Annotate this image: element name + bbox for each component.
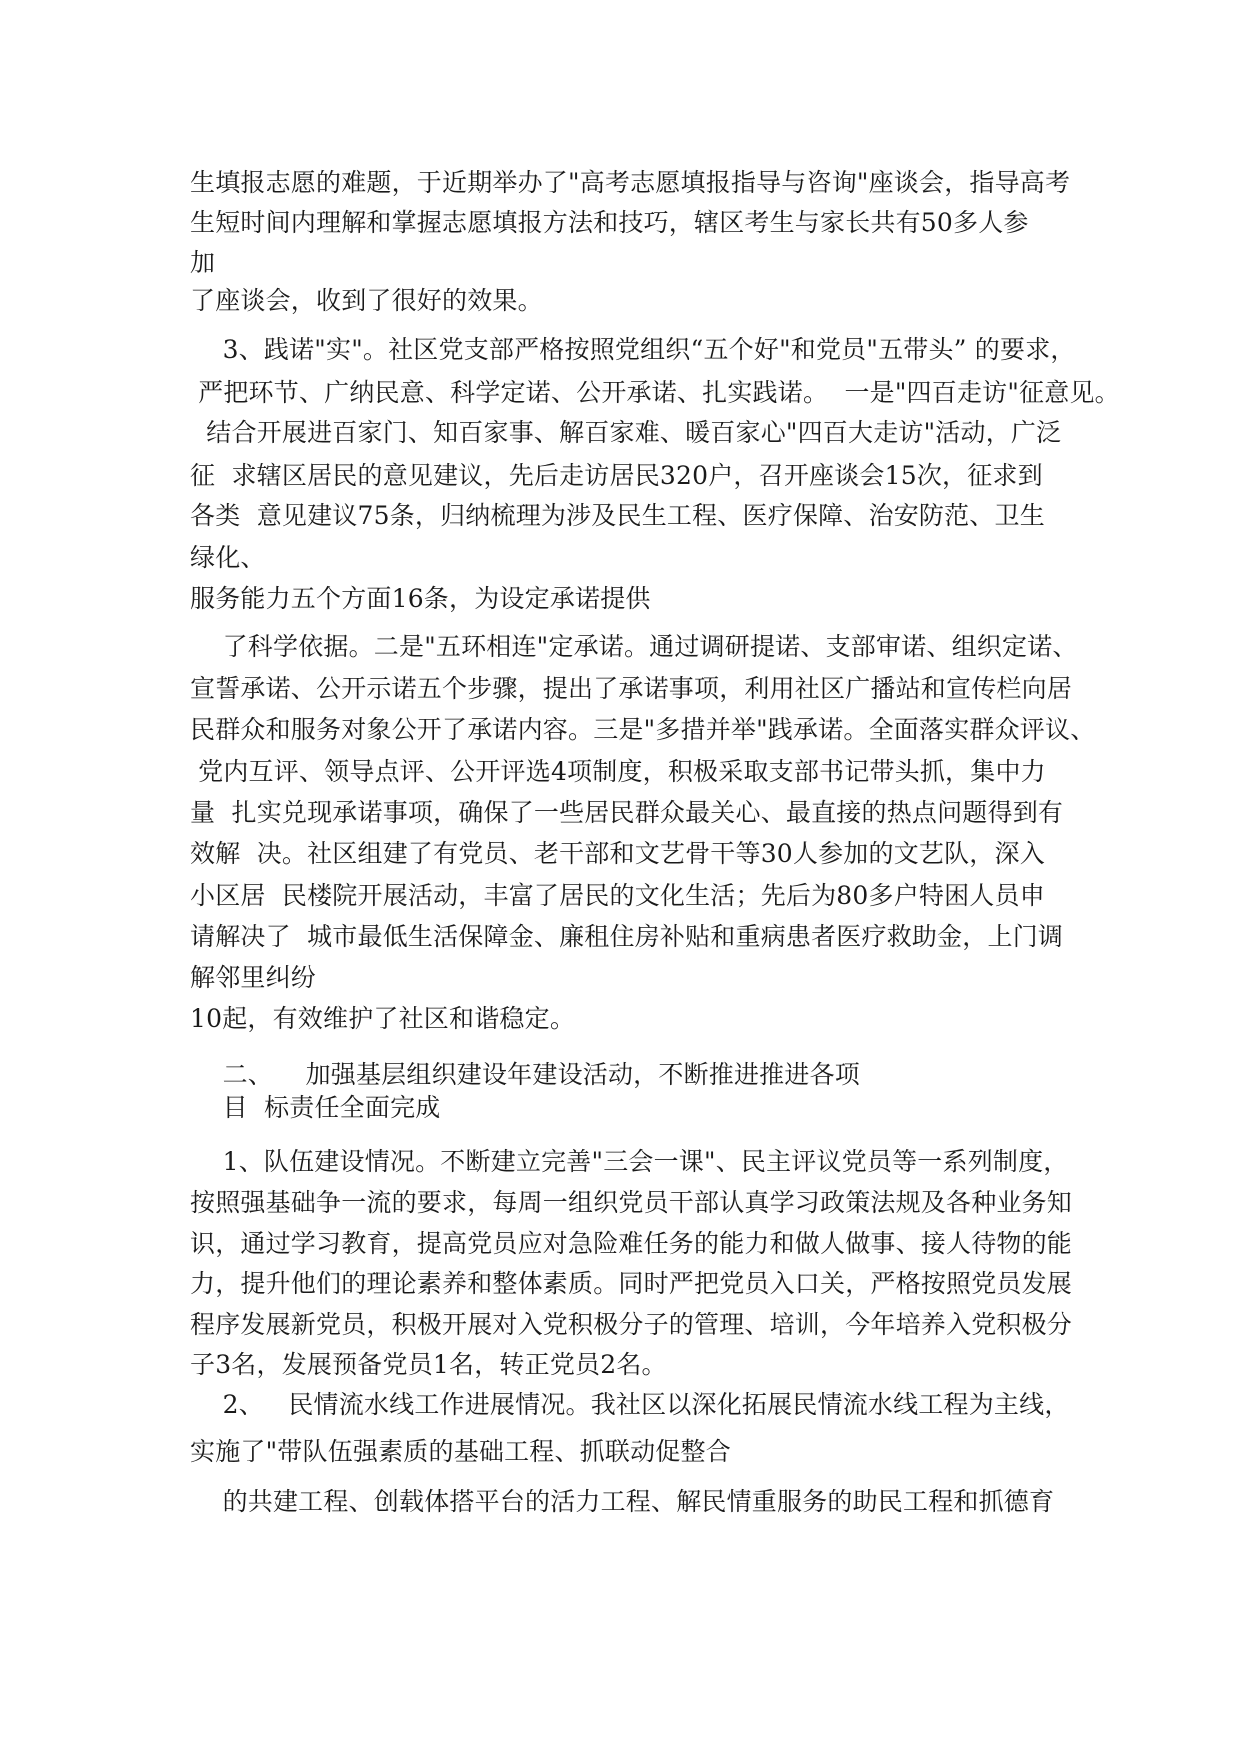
text-line: 各类 意见建议75条，归纳梳理为涉及民生工程、医疗保障、治安防范、卫生 — [190, 501, 1045, 530]
section-heading: 目 标责任全面完成 — [190, 1093, 441, 1122]
text-line: 效解 决。社区组建了有党员、老干部和文艺骨干等30人参加的文艺队，深入 — [190, 839, 1045, 868]
text-line: 程序发展新党员，积极开展对入党积极分子的管理、培训，今年培养入党积极分 — [190, 1310, 1073, 1339]
text-line: 结合开展进百家门、知百家事、解百家难、暖百家心"四百大走访"活动，广泛 — [190, 418, 1062, 447]
text-line: 小区居 民楼院开展活动，丰富了居民的文化生活；先后为80多户特困人员申 — [190, 881, 1045, 910]
text-line: 了座谈会，收到了很好的效果。 — [190, 286, 543, 315]
text-line: 生短时间内理解和掌握志愿填报方法和技巧，辖区考生与家长共有50多人参 — [190, 208, 1029, 237]
text-line: 子3名，发展预备党员1名，转正党员2名。 — [190, 1350, 667, 1379]
text-line: 宣誓承诺、公开示诺五个步骤，提出了承诺事项，利用社区广播站和宣传栏向居 — [190, 674, 1073, 703]
text-line: 解邻里纠纷 — [190, 963, 317, 992]
text-line: 绿化、 — [190, 543, 266, 572]
text-line: 民群众和服务对象公开了承诺内容。三是"多措并举"践承诺。全面落实群众评议、 — [190, 715, 1096, 744]
text-line: 的共建工程、创载体搭平台的活力工程、解民情重服务的助民工程和抓德育 — [190, 1487, 1055, 1516]
text-line: 实施了"带队伍强素质的基础工程、抓联动促整合 — [190, 1437, 731, 1466]
text-line: 征 求辖区居民的意见建议，先后走访居民320户，召开座谈会15次，征求到 — [190, 461, 1043, 490]
text-line: 服务能力五个方面16条，为设定承诺提供 — [190, 584, 651, 613]
text-line: 请解决了 城市最低生活保障金、廉租住房补贴和重病患者医疗救助金，上门调 — [190, 922, 1064, 951]
text-line: 按照强基础争一流的要求，每周一组织党员干部认真学习政策法规及各种业务知 — [190, 1188, 1073, 1217]
text-line: 加 — [190, 248, 216, 277]
text-line: 1、队伍建设情况。不断建立完善"三会一课"、民主评议党员等一系列制度， — [190, 1147, 1069, 1176]
text-line: 3、践诺"实"。社区党支部严格按照党组织“五个好"和党员"五带头” 的要求， — [190, 335, 1076, 364]
text-line: 力，提升他们的理论素养和整体素质。同时严把党员入口关，严格按照党员发展 — [190, 1269, 1073, 1298]
text-line: 量 扎实兑现承诺事项，确保了一些居民群众最关心、最直接的热点问题得到有 — [190, 798, 1064, 827]
text-line: 2、 民情流水线工作进展情况。我社区以深化拓展民情流水线工程为主线， — [190, 1390, 1070, 1419]
text-line: 严把环节、广纳民意、科学定诺、公开承诺、扎实践诺。 一是"四百走访"征意见。 — [190, 378, 1120, 407]
text-line: 10起，有效维护了社区和谐稳定。 — [190, 1004, 576, 1033]
text-line: 党内互评、领导点评、公开评选4项制度，积极采取支部书记带头抓，集中力 — [190, 757, 1046, 786]
text-line: 识，通过学习教育，提高党员应对急险难任务的能力和做人做事、接人待物的能 — [190, 1229, 1073, 1258]
text-line: 生填报志愿的难题，于近期举办了"高考志愿填报指导与咨询"座谈会，指导高考 — [190, 168, 1071, 197]
section-heading: 二、 加强基层组织建设年建设活动，不断推进推进各项 — [190, 1060, 860, 1089]
text-line: 了科学依据。二是"五环相连"定承诺。通过调研提诺、支部审诺、组织定诺、 — [190, 632, 1078, 661]
